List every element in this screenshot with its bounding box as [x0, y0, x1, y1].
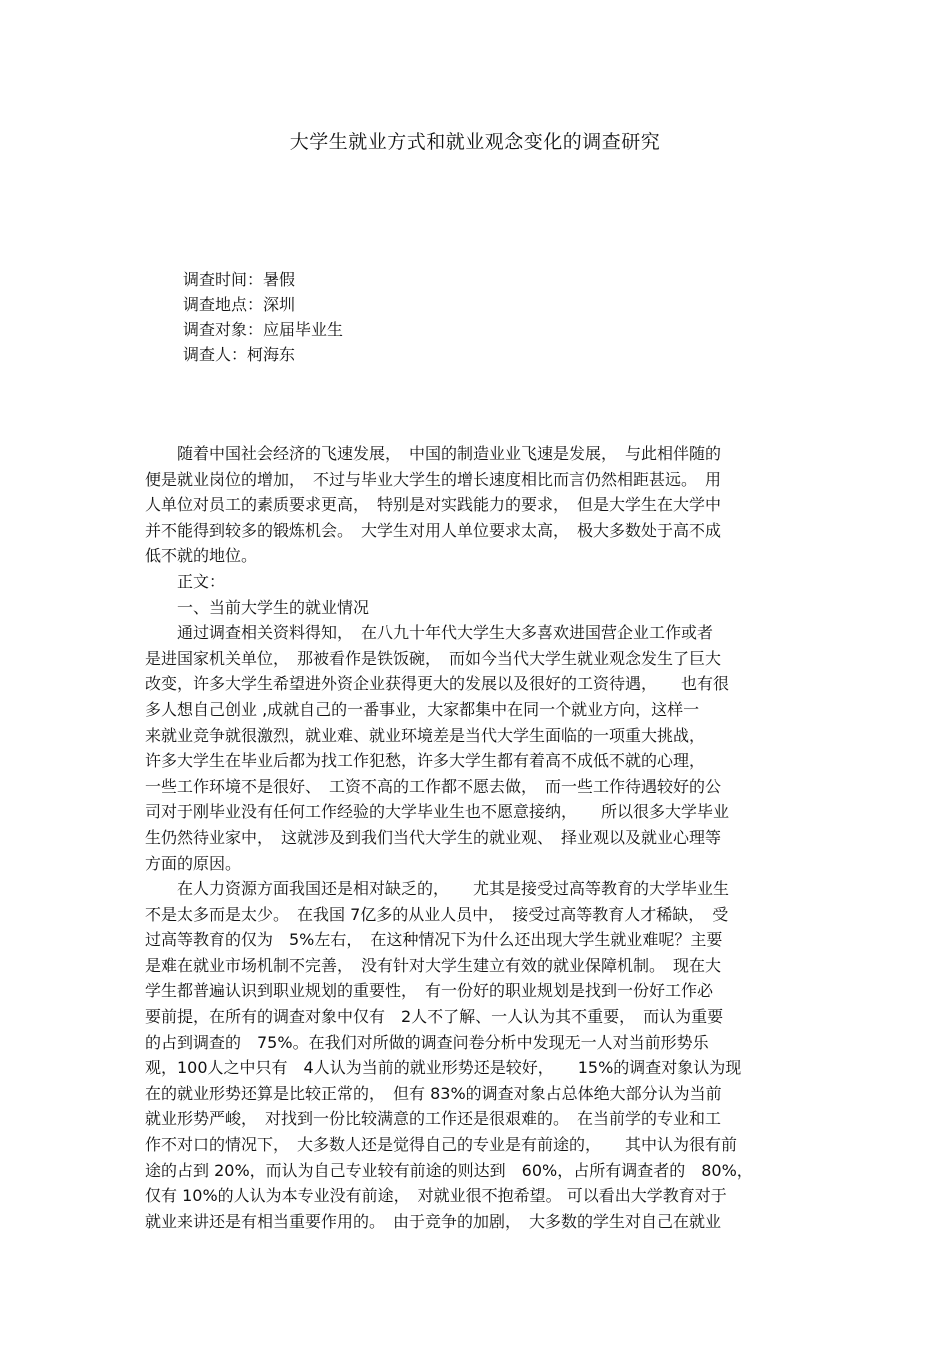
text-line: 人单位对员工的素质要求更高， 特别是对实践能力的要求， 但是大学生在大学中 — [145, 495, 722, 515]
survey-location: 调查地点：深圳 — [183, 295, 296, 314]
text-line: 并不能得到较多的锻炼机会。 大学生对用人单位要求太高， 极大多数处于高不成 — [145, 520, 722, 540]
text-line: 多人想自己创业 ,成就自己的一番事业，大家都集中在同一个就业方向，这样一 — [145, 699, 700, 719]
text-line: 生仍然待业家中， 这就涉及到我们当代大学生的就业观、 择业观以及就业心理等 — [145, 827, 722, 847]
text-line: 的占到调查的 75%。在我们对所做的调查问卷分析中发现无一人对当前形势乐 — [145, 1032, 709, 1052]
text-line: 改变，许多大学生希望进外资企业获得更大的发展以及很好的工资待遇， 也有很 — [145, 674, 730, 694]
text-line: 在人力资源方面我国还是相对缺乏的， 尤其是接受过高等教育的大学毕业生 — [145, 879, 730, 899]
text-line: 方面的原因。 — [145, 853, 242, 873]
text-line: 过高等教育的仅为 5%左右， 在这种情况下为什么还出现大学生就业难呢？主要 — [145, 930, 723, 950]
text-line: 许多大学生在毕业后都为找工作犯愁，许多大学生都有着高不成低不就的心理， — [145, 751, 706, 771]
body-text — [145, 441, 810, 1234]
survey-subject: 调查对象：应届毕业生 — [183, 320, 344, 339]
text-line: 要前提，在所有的调查对象中仅有 2人不了解、一人认为其不重要， 而认为重要 — [145, 1007, 724, 1027]
document-title: 大学生就业方式和就业观念变化的调查研究 — [289, 131, 661, 153]
text-line: 一、当前大学生的就业情况 — [145, 597, 370, 617]
text-line: 不是太多而是太少。 在我国 7亿多的从业人员中， 接受过高等教育人才稀缺， 受 — [145, 904, 729, 924]
text-line: 便是就业岗位的增加， 不过与毕业大学生的增长速度相比而言仍然相距甚远。 用 — [145, 469, 722, 489]
text-line: 作不对口的情况下， 大多数人还是觉得自己的专业是有前途的， 其中认为很有前 — [145, 1135, 738, 1155]
survey-author: 调查人：柯海东 — [183, 345, 296, 364]
text-line: 随着中国社会经济的飞速发展， 中国的制造业业飞速是发展， 与此相伴随的 — [145, 444, 722, 463]
text-line: 仅有 10%的人认为本专业没有前途， 对就业很不抱希望。 可以看出大学教育对于 — [145, 1186, 727, 1206]
text-line: 低不就的地位。 — [145, 546, 258, 566]
text-line: 是难在就业市场机制不完善， 没有针对大学生建立有效的就业保障机制。 现在大 — [145, 955, 722, 975]
text-line: 学生都普遍认识到职业规划的重要性， 有一份好的职业规划是找到一份好工作必 — [145, 981, 714, 1001]
text-line: 观，100人之中只有 4人认为当前的就业形势还是较好， 15%的调查对象认为现 — [145, 1058, 742, 1078]
text-line: 司对于刚毕业没有任何工作经验的大学毕业生也不愿意接纳， 所以很多大学毕业 — [145, 802, 730, 822]
text-line: 在的就业形势还算是比较正常的， 但有 83%的调查对象占总体绝大部分认为当前 — [145, 1083, 722, 1103]
text-line: 来就业竞争就很激烈，就业难、就业环境差是当代大学生面临的一项重大挑战， — [145, 725, 706, 745]
text-line: 途的占到 20%，而认为自己专业较有前途的则达到 60%，占所有调查者的 80%， — [145, 1160, 753, 1180]
survey-time: 调查时间：暑假 — [183, 270, 296, 289]
text-line: 通过调查相关资料得知， 在八九十年代大学生大多喜欢进国营企业工作或者 — [145, 623, 714, 643]
text-line: 正文： — [145, 571, 226, 591]
text-line: 一些工作环境不是很好、 工资不高的工作都不愿去做， 而一些工作待遇较好的公 — [145, 776, 722, 796]
text-line: 就业形势严峻， 对找到一份比较满意的工作还是很艰难的。 在当前学的专业和工 — [145, 1109, 722, 1129]
text-line: 就业来讲还是有相当重要作用的。 由于竞争的加剧， 大多数的学生对自己在就业 — [145, 1211, 722, 1231]
survey-info — [183, 267, 343, 367]
text-line: 是进国家机关单位， 那被看作是铁饭碗， 而如今当代大学生就业观念发生了巨大 — [145, 648, 722, 668]
